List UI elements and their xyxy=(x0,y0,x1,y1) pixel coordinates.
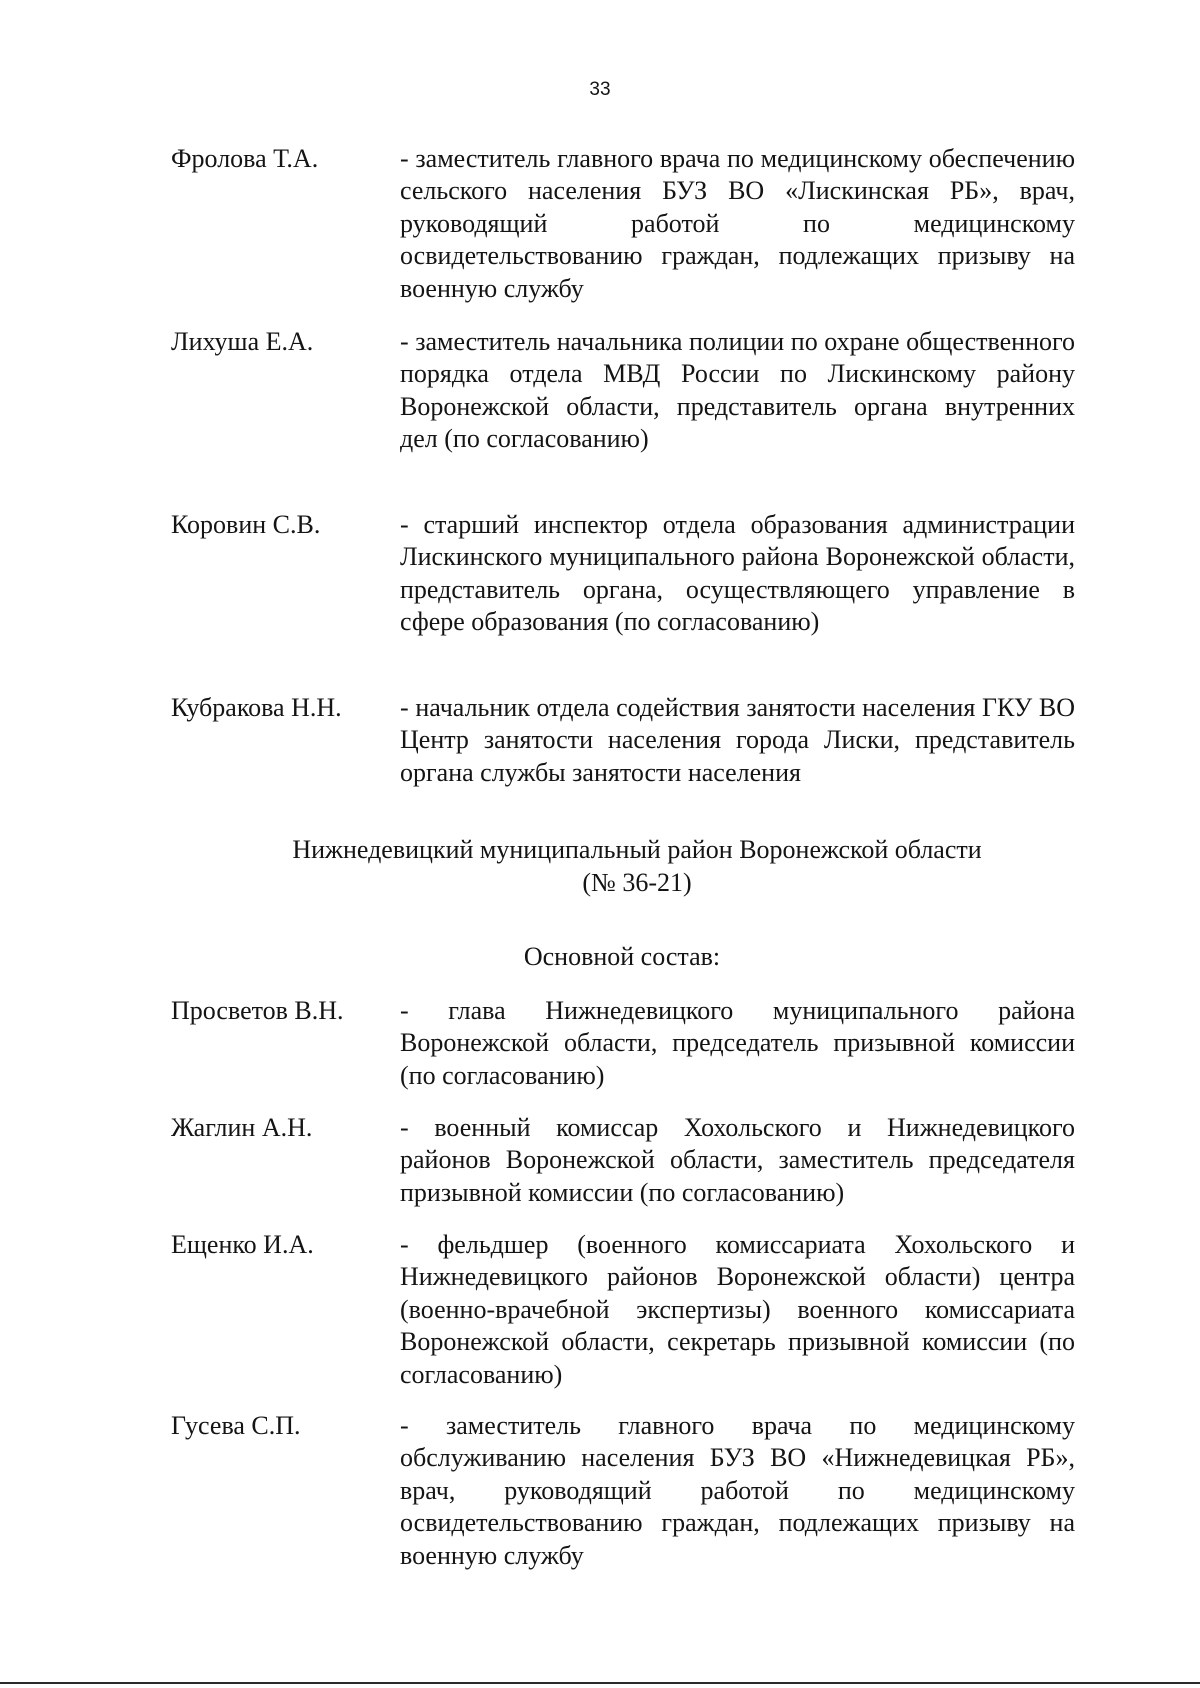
member-description: - заместитель главного врача по медицинскому обеспечению сельского населения БУЗ ВО «Лискинская РБ», врач, руководящий работой по медицинскому освидетельствованию граждан, подлежащих призыву на военную службу xyxy=(400,144,1075,303)
member-description: - заместитель начальника полиции по охране общественного порядка отдела МВД России по Лискинскому району Воронежской области, представитель органа внутренних дел (по согласованию) xyxy=(400,327,1075,454)
member-name: Кубракова Н.Н. xyxy=(171,693,342,722)
member-name: Коровин С.В. xyxy=(171,510,321,539)
member-description: - военный комиссар Хохольского и Нижнедевицкого районов Воронежской области, заместитель председателя призывной комиссии (по согласованию) xyxy=(400,1113,1075,1207)
page-number: 33 xyxy=(589,79,611,100)
section-title: Нижнедевицкий муниципальный район Воронежской области xyxy=(292,835,982,864)
member-name: Фролова Т.А. xyxy=(171,144,319,173)
member-name: Гусева С.П. xyxy=(171,1411,301,1440)
member-description: - фельдшер (военного комиссариата Хохольского и Нижнедевицкого районов Воронежской области) центра (военно-врачебной экспертизы) военного комиссариата Воронежской области, секретарь призывной комиссии (по согласованию) xyxy=(400,1230,1075,1389)
member-name: Просветов В.Н. xyxy=(171,996,344,1025)
member-description: - заместитель главного врача по медицинскому обслуживанию населения БУЗ ВО «Нижнедевицкая РБ», врач, руководящий работой по медицинскому освидетельствованию граждан, подлежащих призыву на военную службу xyxy=(400,1411,1075,1570)
member-description: - старший инспектор отдела образования администрации Лискинского муниципального района Воронежской области, представитель органа, осуществляющего управление в сфере образования (по согласованию) xyxy=(400,510,1075,637)
member-name: Лихуша Е.А. xyxy=(171,327,314,356)
page-bottom-rule xyxy=(0,1682,1200,1684)
member-description: - начальник отдела содействия занятости населения ГКУ ВО Центр занятости населения города Лиски, представитель органа службы занятости населения xyxy=(400,693,1075,787)
member-name: Ещенко И.А. xyxy=(171,1230,314,1259)
member-name: Жаглин А.Н. xyxy=(171,1113,313,1142)
section-number: (№ 36-21) xyxy=(582,868,692,897)
member-description: - глава Нижнедевицкого муниципального района Воронежской области, председатель призывной комиссии (по согласованию) xyxy=(400,996,1075,1090)
subsection-title: Основной состав: xyxy=(523,942,721,971)
